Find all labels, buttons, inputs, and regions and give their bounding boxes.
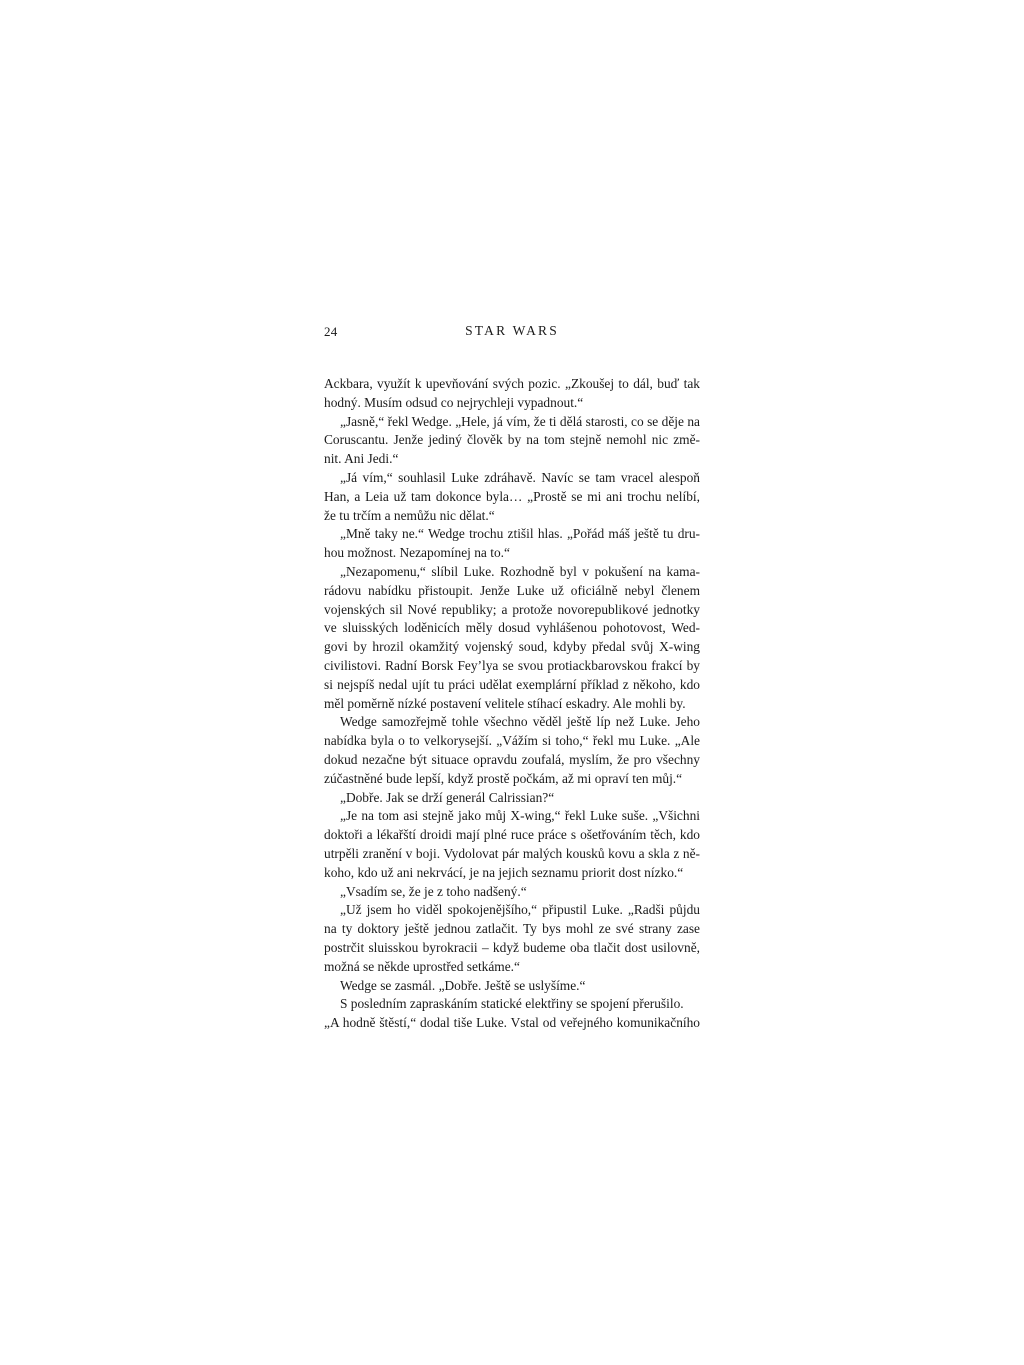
paragraph xyxy=(324,1014,700,1033)
running-head xyxy=(324,322,700,344)
paragraph xyxy=(324,807,700,882)
text-line: na ty doktory ještě jednou zatlačit. Ty bys mohl ze své strany zase xyxy=(324,921,700,937)
text-line: S posledním zapraskáním statické elektřiny se spojení přerušilo. xyxy=(340,996,684,1012)
text-line: „Mně taky ne.“ Wedge trochu ztišil hlas. „Pořád máš ještě tu dru- xyxy=(340,526,700,542)
paragraph xyxy=(324,375,700,413)
text-line: postrčit sluisskou byrokracii – když budeme oba tlačit dost usilovně, xyxy=(324,939,700,955)
text-line: govi by hrozil okamžitý vojenský soud, kdyby předal svůj X-wing xyxy=(324,639,700,655)
page-number: 24 xyxy=(324,324,338,339)
text-line: rádovu nabídku přistoupit. Jenže Luke už oficiálně nebyl členem xyxy=(324,582,700,598)
text-line: „Já vím,“ souhlasil Luke zdráhavě. Navíc se tam vracel alespoň xyxy=(340,469,700,485)
text-line: si nejspíš nedal ujít tu práci udělat exemplární příklad z někoho, kdo xyxy=(324,676,700,692)
text-line: „Už jsem ho viděl spokojenějšího,“ připustil Luke. „Radši půjdu xyxy=(340,902,700,918)
text-line: zúčastněné bude lepší, když prostě počkám, až mi opraví ten můj.“ xyxy=(324,770,683,786)
paragraph xyxy=(324,977,700,996)
text-line: utrpěli zranění v boji. Vydolovat pár malých kousků kovu a skla z ně- xyxy=(324,845,700,861)
paragraph xyxy=(324,995,700,1014)
text-line: Wedge samozřejmě tohle všechno věděl ještě líp než Luke. Jeho xyxy=(340,714,700,730)
text-line: „Dobře. Jak se drží generál Calrissian?“ xyxy=(340,789,555,805)
text-line: doktoři a lékařští droidi mají plné ruce práce s ošetřováním těch, kdo xyxy=(324,827,700,843)
text-line: „Je na tom asi stejně jako můj X-wing,“ řekl Luke suše. „Všichni xyxy=(340,808,700,824)
paragraph xyxy=(324,525,700,563)
text-line: možná se někde uprostřed setkáme.“ xyxy=(324,958,520,974)
text-line: „A hodně štěstí,“ dodal tiše Luke. Vstal od veřejného komunikačního xyxy=(324,1015,700,1031)
text-line: civilistovi. Radní Borsk Fey’lya se svou protiackbarovskou frakcí by xyxy=(324,657,700,673)
text-line: Wedge se zasmál. „Dobře. Ještě se uslyšíme.“ xyxy=(340,977,586,993)
text-line: Ackbara, využít k upevňování svých pozic. „Zkoušej to dál, buď tak xyxy=(324,376,700,391)
paragraph xyxy=(324,901,700,976)
text-line: že tu trčím a nemůžu nic dělat.“ xyxy=(324,507,495,523)
text-line: nabídka byla o to velkorysejší. „Vážím si toho,“ řekl mu Luke. „Ale xyxy=(324,733,700,749)
body-text xyxy=(324,375,700,1033)
paragraph xyxy=(324,413,700,469)
text-line: vojenských sil Nové republiky; a protože novorepublikové jednotky xyxy=(324,601,700,617)
text-line: hodný. Musím odsud co nejrychleji vypadnout.“ xyxy=(324,394,584,410)
text-line: měl poměrně nízké postavení velitele stíhací eskadry. Ale mohli by. xyxy=(324,695,686,711)
text-line: hou možnost. Nezapomínej na to.“ xyxy=(324,545,510,561)
paragraph xyxy=(324,469,700,525)
text-line: „Vsadím se, že je z toho nadšený.“ xyxy=(340,883,527,899)
paragraph xyxy=(324,563,700,713)
text-line: ve sluisských loděnicích měly dosud vyhlášenou pohotovost, Wed- xyxy=(324,620,700,636)
text-line: „Nezapomenu,“ slíbil Luke. Rozhodně byl v pokušení na kama- xyxy=(340,563,700,579)
paragraph xyxy=(324,789,700,808)
book-title: STAR WARS xyxy=(465,323,559,338)
text-line: nit. Ani Jedi.“ xyxy=(324,451,399,467)
text-line: Han, a Leia už tam dokonce byla… „Prostě se mi ani trochu nelíbí, xyxy=(324,488,700,504)
text-line: „Jasně,“ řekl Wedge. „Hele, já vím, že ti dělá starosti, co se děje na xyxy=(340,413,700,429)
text-line: dokud nezačne být situace opravdu zoufalá, myslím, že pro všechny xyxy=(324,751,700,767)
paragraph xyxy=(324,883,700,902)
text-line: Coruscantu. Jenže jediný člověk by na tom stejně nemohl nic změ- xyxy=(324,432,700,448)
paragraph xyxy=(324,713,700,788)
text-line: koho, kdo už ani nekrvácí, je na jejich seznamu priorit dost nízko.“ xyxy=(324,864,684,880)
